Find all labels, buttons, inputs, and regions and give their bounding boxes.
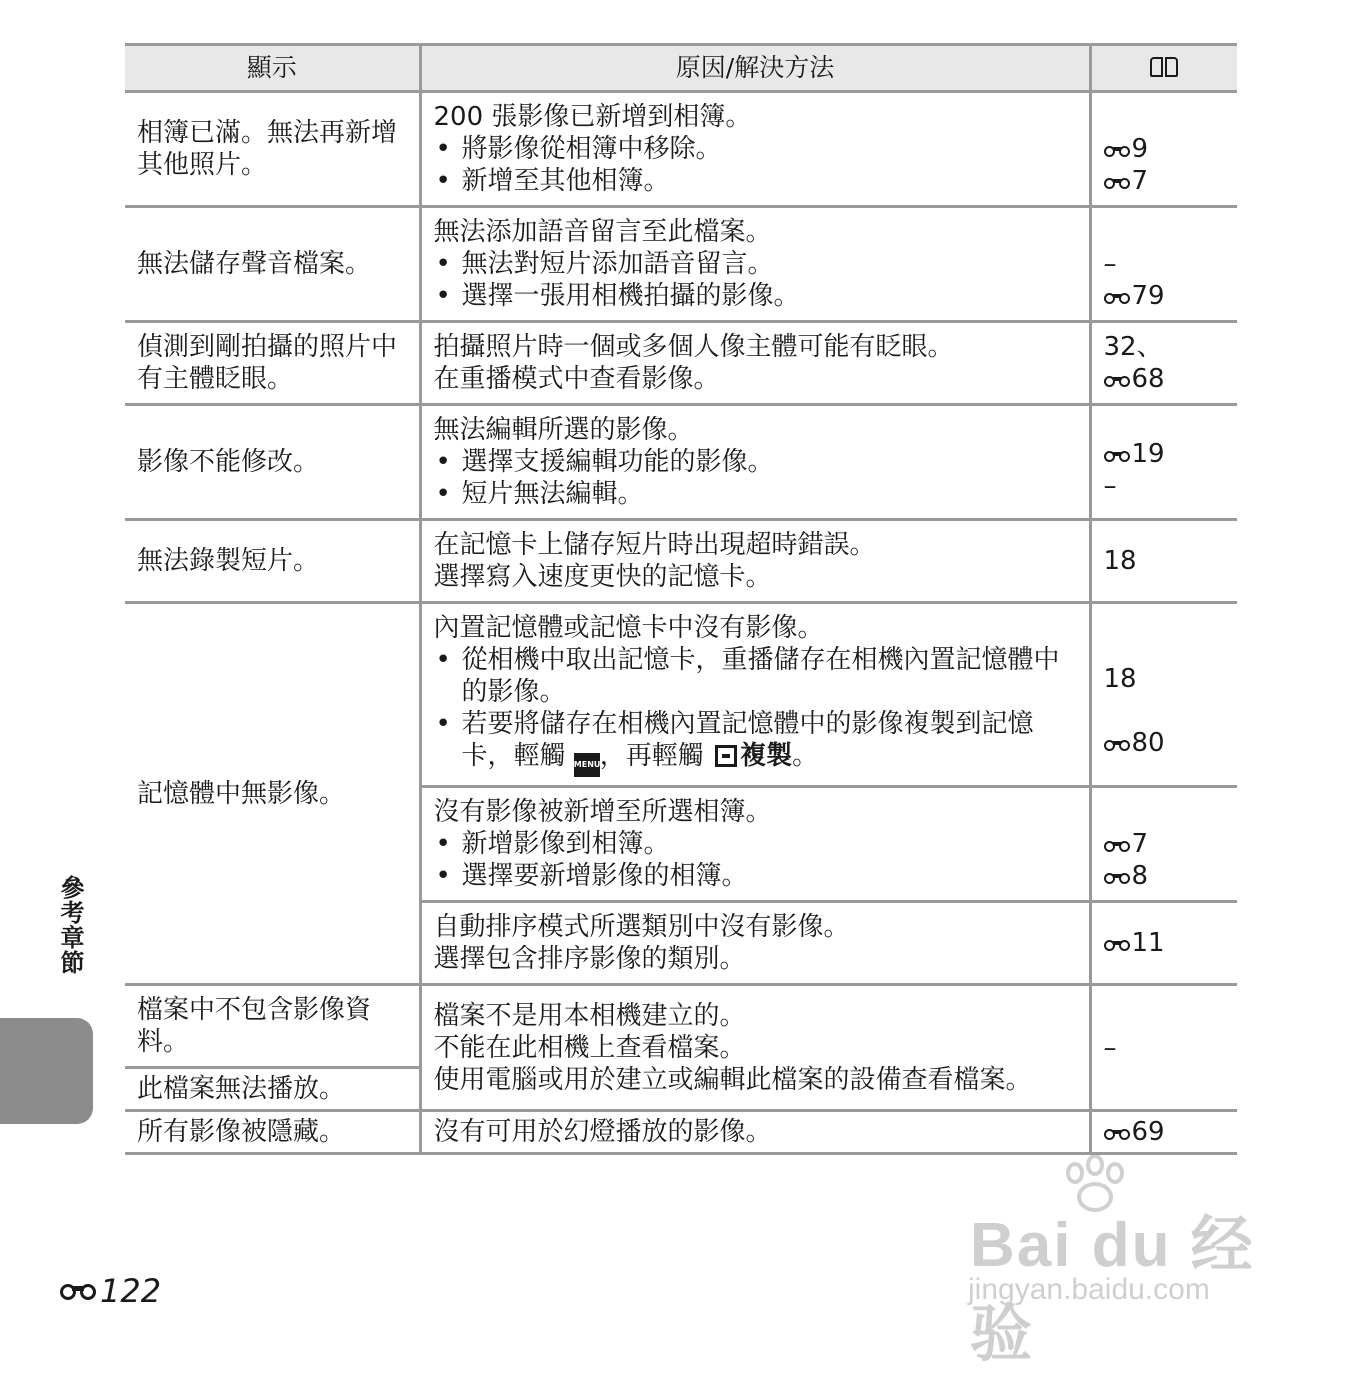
page-reference: 18 bbox=[1090, 520, 1237, 603]
binoculars-icon bbox=[1104, 142, 1130, 158]
page-reference: 19 – bbox=[1090, 405, 1237, 520]
list-item: • 選擇要新增影像的相簿。 bbox=[434, 860, 1079, 892]
cause-solution: 在記憶卡上儲存短片時出現超時錯誤。 選擇寫入速度更快的記憶卡。 bbox=[420, 520, 1090, 603]
list-item: • 無法對短片添加語音留言。 bbox=[434, 248, 1079, 280]
binoculars-icon bbox=[60, 1280, 96, 1302]
display-message: 影像不能修改。 bbox=[125, 405, 420, 520]
list-item: • 選擇一張用相機拍攝的影像。 bbox=[434, 280, 1079, 312]
table-row bbox=[125, 1111, 1237, 1154]
cause-solution: 無法編輯所選的影像。 • 選擇支援編輯功能的影像。 • 短片無法編輯。 bbox=[420, 405, 1090, 520]
cause-solution: 200 張影像已新增到相簿。 • 將影像從相簿中移除。 • 新增至其他相簿。 bbox=[420, 92, 1090, 207]
cause-solution: 沒有影像被新增至所選相簿。 • 新增影像到相簿。 • 選擇要新增影像的相簿。 bbox=[420, 787, 1090, 902]
table-row bbox=[125, 322, 1237, 405]
binoculars-icon bbox=[1104, 869, 1130, 885]
section-side-label: 參考章節 bbox=[56, 875, 84, 975]
table-row bbox=[125, 92, 1237, 207]
binoculars-icon bbox=[1104, 289, 1130, 305]
cause-solution: 拍攝照片時一個或多個人像主體可能有眨眼。 在重播模式中查看影像。 bbox=[420, 322, 1090, 405]
page-reference: 32、 68 bbox=[1090, 322, 1237, 405]
page-reference: – 79 bbox=[1090, 207, 1237, 322]
copy-icon bbox=[715, 745, 737, 767]
table-row bbox=[125, 603, 1237, 787]
table-row bbox=[125, 405, 1237, 520]
display-message: 無法錄製短片。 bbox=[125, 520, 420, 603]
display-message: 所有影像被隱藏。 bbox=[125, 1111, 420, 1154]
list-item: • 若要將儲存在相機內置記憶體中的影像複製到記憶卡，輕觸 MENU，再輕觸 複製。 bbox=[434, 708, 1079, 777]
header-display: 顯示 bbox=[125, 45, 420, 92]
page-number: 122 bbox=[60, 1272, 161, 1310]
table-row bbox=[125, 520, 1237, 603]
display-message: 無法儲存聲音檔案。 bbox=[125, 207, 420, 322]
header-page-reference bbox=[1090, 45, 1237, 92]
page-reference: 69 bbox=[1090, 1111, 1237, 1154]
cause-solution: 自動排序模式所選類別中沒有影像。 選擇包含排序影像的類別。 bbox=[420, 902, 1090, 985]
page-reference: 11 bbox=[1090, 902, 1237, 985]
binoculars-icon bbox=[1104, 174, 1130, 190]
binoculars-icon bbox=[1104, 837, 1130, 853]
cause-solution: 沒有可用於幻燈播放的影像。 bbox=[420, 1111, 1090, 1154]
list-item: • 將影像從相簿中移除。 bbox=[434, 133, 1079, 165]
list-item: • 短片無法編輯。 bbox=[434, 478, 1079, 510]
binoculars-icon bbox=[1104, 936, 1130, 952]
page-reference: – bbox=[1090, 985, 1237, 1111]
cause-solution: 無法添加語音留言至此檔案。 • 無法對短片添加語音留言。 • 選擇一張用相機拍攝的影像。 bbox=[420, 207, 1090, 322]
list-item: • 新增至其他相簿。 bbox=[434, 165, 1079, 197]
display-message: 偵測到剛拍攝的照片中有主體眨眼。 bbox=[125, 322, 420, 405]
display-message: 檔案中不包含影像資料。 bbox=[125, 985, 420, 1068]
page-reference: 18 80 bbox=[1090, 603, 1237, 787]
page-reference: 9 7 bbox=[1090, 92, 1237, 207]
menu-icon: MENU bbox=[574, 753, 600, 777]
header-cause-solution: 原因/解決方法 bbox=[420, 45, 1090, 92]
cause-solution: 檔案不是用本相機建立的。 不能在此相機上查看檔案。 使用電腦或用於建立或編輯此檔案的設備查看檔案。 bbox=[420, 985, 1090, 1111]
display-message: 相簿已滿。無法再新增其他照片。 bbox=[125, 92, 420, 207]
list-item: • 從相機中取出記憶卡，重播儲存在相機內置記憶體中的影像。 bbox=[434, 644, 1079, 708]
binoculars-icon bbox=[1104, 1125, 1130, 1141]
list-item: • 選擇支援編輯功能的影像。 bbox=[434, 446, 1079, 478]
watermark-brand: Bai du 经验 bbox=[970, 1211, 1255, 1369]
error-message-table bbox=[125, 43, 1237, 1155]
section-tab bbox=[0, 1018, 93, 1124]
display-message: 記憶體中無影像。 bbox=[125, 603, 420, 985]
table-header-row bbox=[125, 45, 1237, 92]
table-row bbox=[125, 207, 1237, 322]
table-row bbox=[125, 985, 1237, 1068]
binoculars-icon bbox=[1104, 372, 1130, 388]
page-reference: 7 8 bbox=[1090, 787, 1237, 902]
watermark-url: jingyan.baidu.com bbox=[968, 1273, 1210, 1306]
cause-solution: 內置記憶體或記憶卡中沒有影像。 • 從相機中取出記憶卡，重播儲存在相機內置記憶體中的影像。 • 若要將儲存在相機內置記憶體中的影像複製到記憶卡，輕觸 MENU，再輕觸 複製。 bbox=[420, 603, 1090, 787]
display-message: 此檔案無法播放。 bbox=[125, 1068, 420, 1111]
list-item: • 新增影像到相簿。 bbox=[434, 828, 1079, 860]
baidu-watermark bbox=[960, 1155, 1280, 1369]
binoculars-icon bbox=[1104, 736, 1130, 752]
book-icon bbox=[1149, 57, 1179, 79]
binoculars-icon bbox=[1104, 447, 1130, 463]
